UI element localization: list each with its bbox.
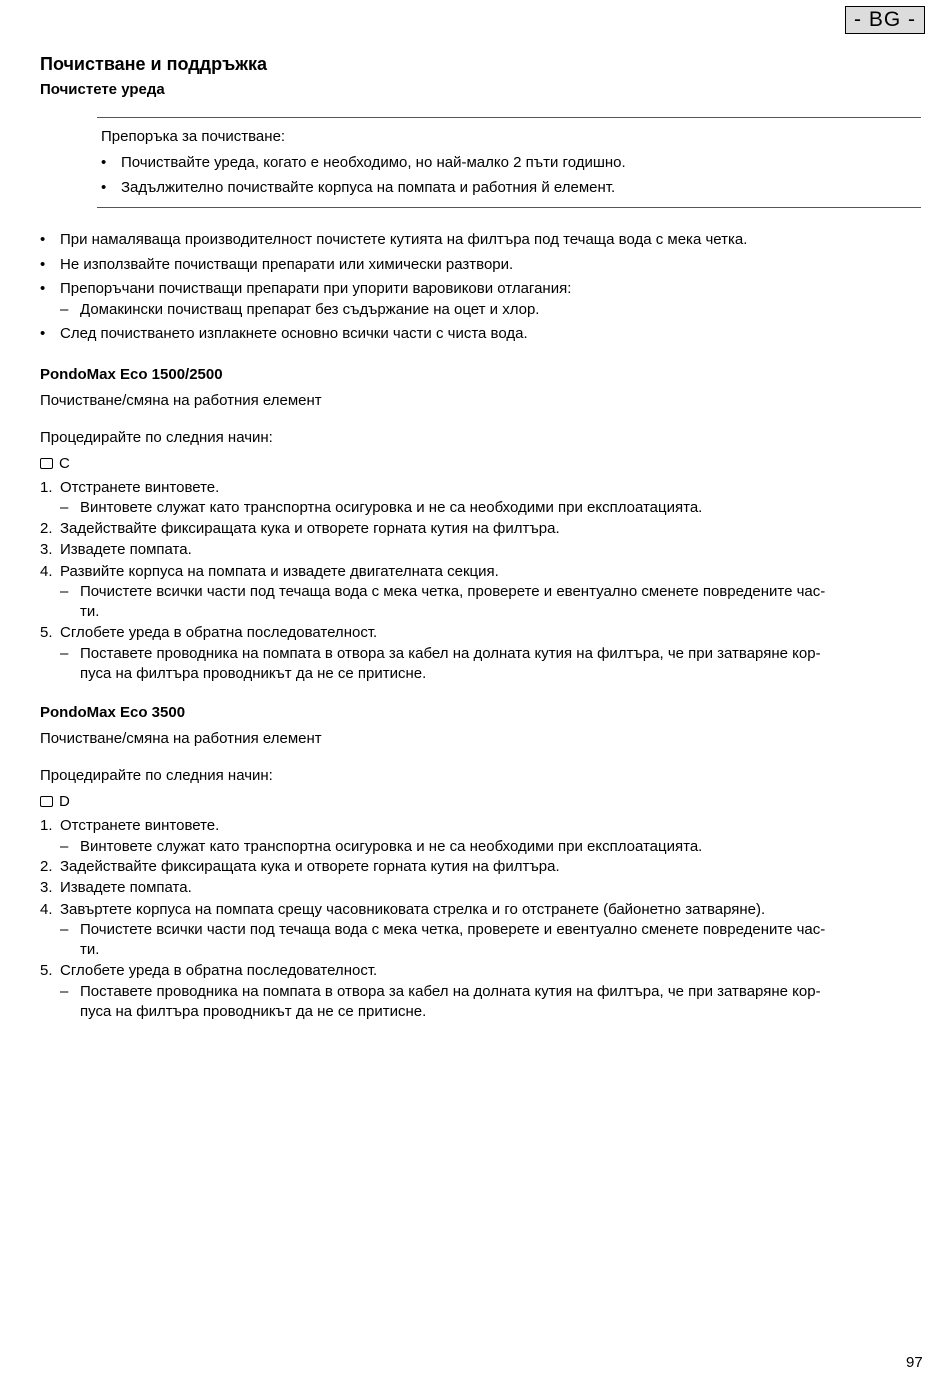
step-note: Поставете проводника на помпата в отвора за кабел на долната кутия на филтъра, че при затваряне кор- [80, 645, 821, 662]
step-number: 4. [40, 563, 53, 580]
step-number: 3. [40, 879, 53, 896]
step-number: 1. [40, 479, 53, 496]
step-dash: – [60, 645, 69, 662]
page-title: Почистване и поддръжка [40, 54, 267, 74]
general-item: Препоръчани почистващи препарати при упорити варовикови отлагания: [60, 280, 572, 297]
general-item: Не използвайте почистващи препарати или химически разтвори. [60, 256, 514, 273]
general-item: След почистването изплакнете основно всички части с чиста вода. [60, 325, 528, 342]
section-intro: Процедирайте по следния начин: [40, 767, 273, 784]
recommendation-item: Задължително почиствайте корпуса на помпата и работния й елемент. [121, 179, 616, 196]
figure-box-icon [40, 796, 53, 807]
figure-label: C [59, 455, 70, 472]
step-text: Извадете помпата. [60, 541, 192, 558]
recommendation-heading: Препоръка за почистване: [101, 128, 286, 145]
figure-label: D [59, 793, 70, 810]
step-text: Задействайте фиксиращата кука и отворете горната кутия на филтъра. [60, 858, 560, 875]
section-model-title: PondoMax Eco 1500/2500 [40, 366, 223, 383]
section-subheading: Почистване/смяна на работния елемент [40, 730, 322, 747]
page-subtitle: Почистете уреда [40, 81, 165, 98]
bullet-icon: • [101, 179, 107, 196]
step-dash: – [60, 499, 69, 516]
step-text: Отстранете винтовете. [60, 479, 220, 496]
general-item: При намаляваща производителност почистете кутията на филтъра под течаща вода с мека четка. [60, 231, 748, 248]
bullet-icon: • [40, 325, 46, 342]
recommendation-item: Почиствайте уреда, когато е необходимо, но най-малко 2 пъти годишно. [121, 154, 626, 171]
step-note-continued: ти. [80, 603, 100, 620]
step-text: Извадете помпата. [60, 879, 192, 896]
step-note: Почистете всички части под течаща вода с мека четка, проверете и евентуално сменете повредените час- [80, 583, 826, 600]
figure-reference [40, 792, 70, 812]
step-dash: – [60, 983, 69, 1000]
section-subheading: Почистване/смяна на работния елемент [40, 392, 322, 409]
step-note: Поставете проводника на помпата в отвора за кабел на долната кутия на филтъра, че при затваряне кор- [80, 983, 821, 1000]
step-number: 5. [40, 624, 53, 641]
step-note-continued: ти. [80, 941, 100, 958]
step-dash: – [60, 583, 69, 600]
dash-marker: – [60, 301, 69, 318]
step-note: Винтовете служат като транспортна осигуровка и не са необходими при експлоатацията. [80, 499, 703, 516]
step-number: 2. [40, 858, 53, 875]
figure-box-icon [40, 458, 53, 469]
step-text: Сглобете уреда в обратна последователност. [60, 962, 378, 979]
recommendation-bottom-rule [97, 207, 921, 208]
step-text: Сглобете уреда в обратна последователност. [60, 624, 378, 641]
figure-reference [40, 454, 70, 474]
step-number: 4. [40, 901, 53, 918]
step-number: 1. [40, 817, 53, 834]
language-badge: - BG - [845, 6, 925, 34]
section-model-title: PondoMax Eco 3500 [40, 704, 186, 721]
bullet-icon: • [101, 154, 107, 171]
bullet-icon: • [40, 280, 46, 297]
step-note-continued: пуса на филтъра проводникът да не се притисне. [80, 665, 427, 682]
step-number: 3. [40, 541, 53, 558]
bullet-icon: • [40, 256, 46, 273]
step-text: Развийте корпуса на помпата и извадете двигателната секция. [60, 563, 499, 580]
step-text: Отстранете винтовете. [60, 817, 220, 834]
step-text: Задействайте фиксиращата кука и отворете горната кутия на филтъра. [60, 520, 560, 537]
step-number: 2. [40, 520, 53, 537]
step-note: Винтовете служат като транспортна осигуровка и не са необходими при експлоатацията. [80, 838, 703, 855]
step-note: Почистете всички части под течаща вода с мека четка, проверете и евентуално сменете повредените час- [80, 921, 826, 938]
page-number: 97 [906, 1354, 923, 1371]
step-note-continued: пуса на филтъра проводникът да не се притисне. [80, 1003, 427, 1020]
step-number: 5. [40, 962, 53, 979]
step-dash: – [60, 921, 69, 938]
step-dash: – [60, 838, 69, 855]
section-intro: Процедирайте по следния начин: [40, 429, 273, 446]
recommendation-top-rule [97, 117, 921, 118]
general-subitem: Домакински почистващ препарат без съдържание на оцет и хлор. [80, 301, 540, 318]
bullet-icon: • [40, 231, 46, 248]
step-text: Завъртете корпуса на помпата срещу часовниковата стрелка и го отстранете (байонетно затваряне). [60, 901, 766, 918]
